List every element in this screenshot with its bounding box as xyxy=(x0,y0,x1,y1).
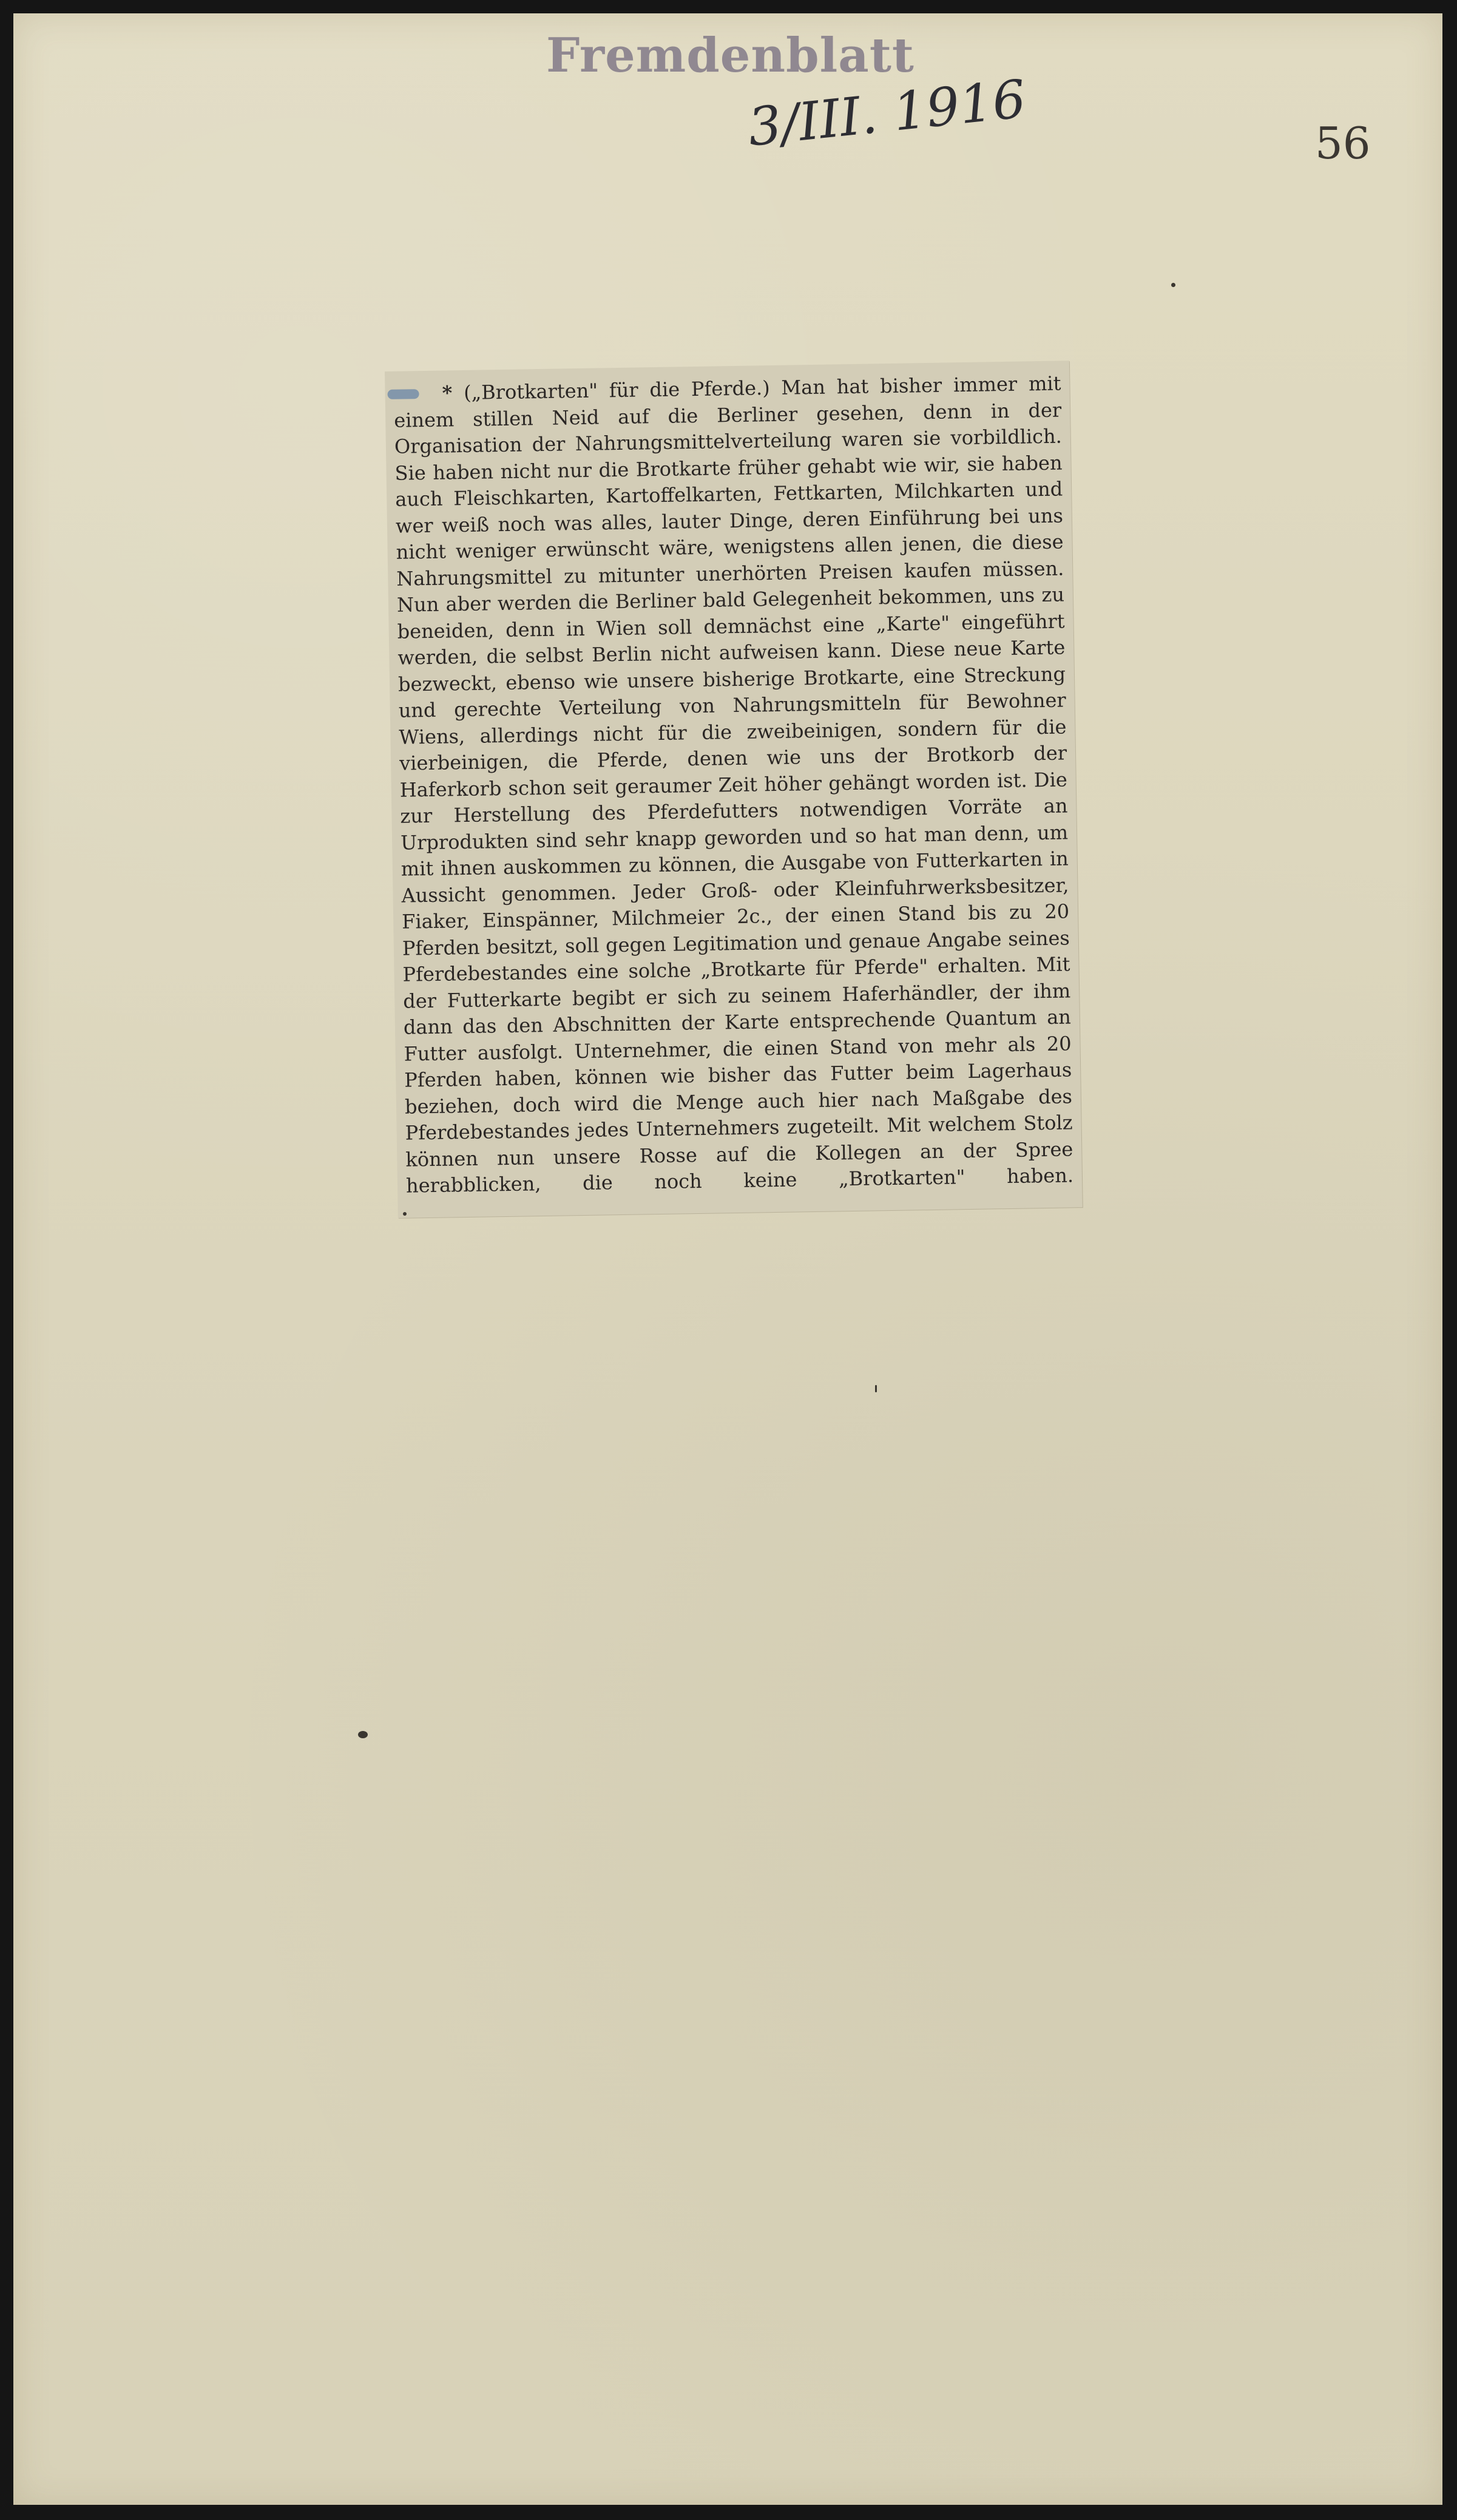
article-marker: * xyxy=(442,381,453,405)
newspaper-stamp: Fremdenblatt xyxy=(546,28,914,83)
paper-speck xyxy=(875,1385,877,1392)
paper-speck xyxy=(403,1212,407,1216)
document-page xyxy=(13,13,1442,2505)
article-paragraph xyxy=(393,371,1073,1200)
newspaper-clipping xyxy=(385,361,1083,1218)
article-body: („Brotkarten" für die Pferde.) Man hat bisher immer mit einem stillen Neid auf die Berliner gesehen, denn in der Organisation der Nahrungsmittelverteilung waren sie vorbildlich. Sie haben nicht nur die Brotkarte früher gehabt wie wir, sie haben auch Fleischkarten, Kartoffelkarten, Fettkarten, Milchkarten und wer weiß noch was alles, lauter Dinge, deren Einführung bei uns nicht weniger erwünscht wäre, wenigstens allen jenen, die diese Nahrungsmittel zu mitunter unerhörten Preisen kaufen müssen. Nun aber werden die Berliner bald Gelegenheit bekommen, uns zu beneiden, denn in Wien soll demnächst eine „Karte" eingeführt werden, die selbst Berlin nicht aufweisen kann. Diese neue Karte bezweckt, ebenso wie unsere bisherige Brotkarte, eine Streckung und gerechte Verteilung von Nahrungsmitteln für Bewohner Wiens, allerdings nicht für die zweibeinigen, sondern für die vierbeinigen, die Pferde, denen wie uns der Brotkorb der Haferkorb schon seit geraumer Zeit höher gehängt worden ist. Die zur Herstellung des Pferdefutters notwendigen Vorräte an Urprodukten sind sehr knapp geworden und so hat man denn, um mit ihnen auskommen zu können, die Ausgabe von Futterkarten in Aussicht genommen. Jeder Groß- oder Kleinfuhrwerksbesitzer, Fiaker, Einspänner, Milchmeier 2c., der einen Stand bis zu 20 Pferden besitzt, soll gegen Legitimation und genaue Angabe seines Pferdebestandes eine solche „Brotkarte für Pferde" erhalten. Mit der Futterkarte begibt er sich zu seinem Haferhändler, der ihm dann das den Abschnitten der Karte entsprechende Quantum an Futter ausfolgt. Unternehmer, die einen Stand von mehr als 20 Pferden haben, können wie bisher das Futter beim Lagerhaus beziehen, doch wird die Menge auch hier nach Maßgabe des Pferdebestandes jedes Unternehmers zugeteilt. Mit welchem Stolz können nun unsere Rosse auf die Kollegen an der Spree herabblicken, die noch keine „Brotkarten" haben. xyxy=(393,371,1074,1197)
paper-speck xyxy=(1171,283,1175,287)
page-number: 56 xyxy=(1315,118,1371,169)
paper-speck xyxy=(358,1731,368,1738)
handwritten-date: 3/III. 1916 xyxy=(745,69,1029,158)
